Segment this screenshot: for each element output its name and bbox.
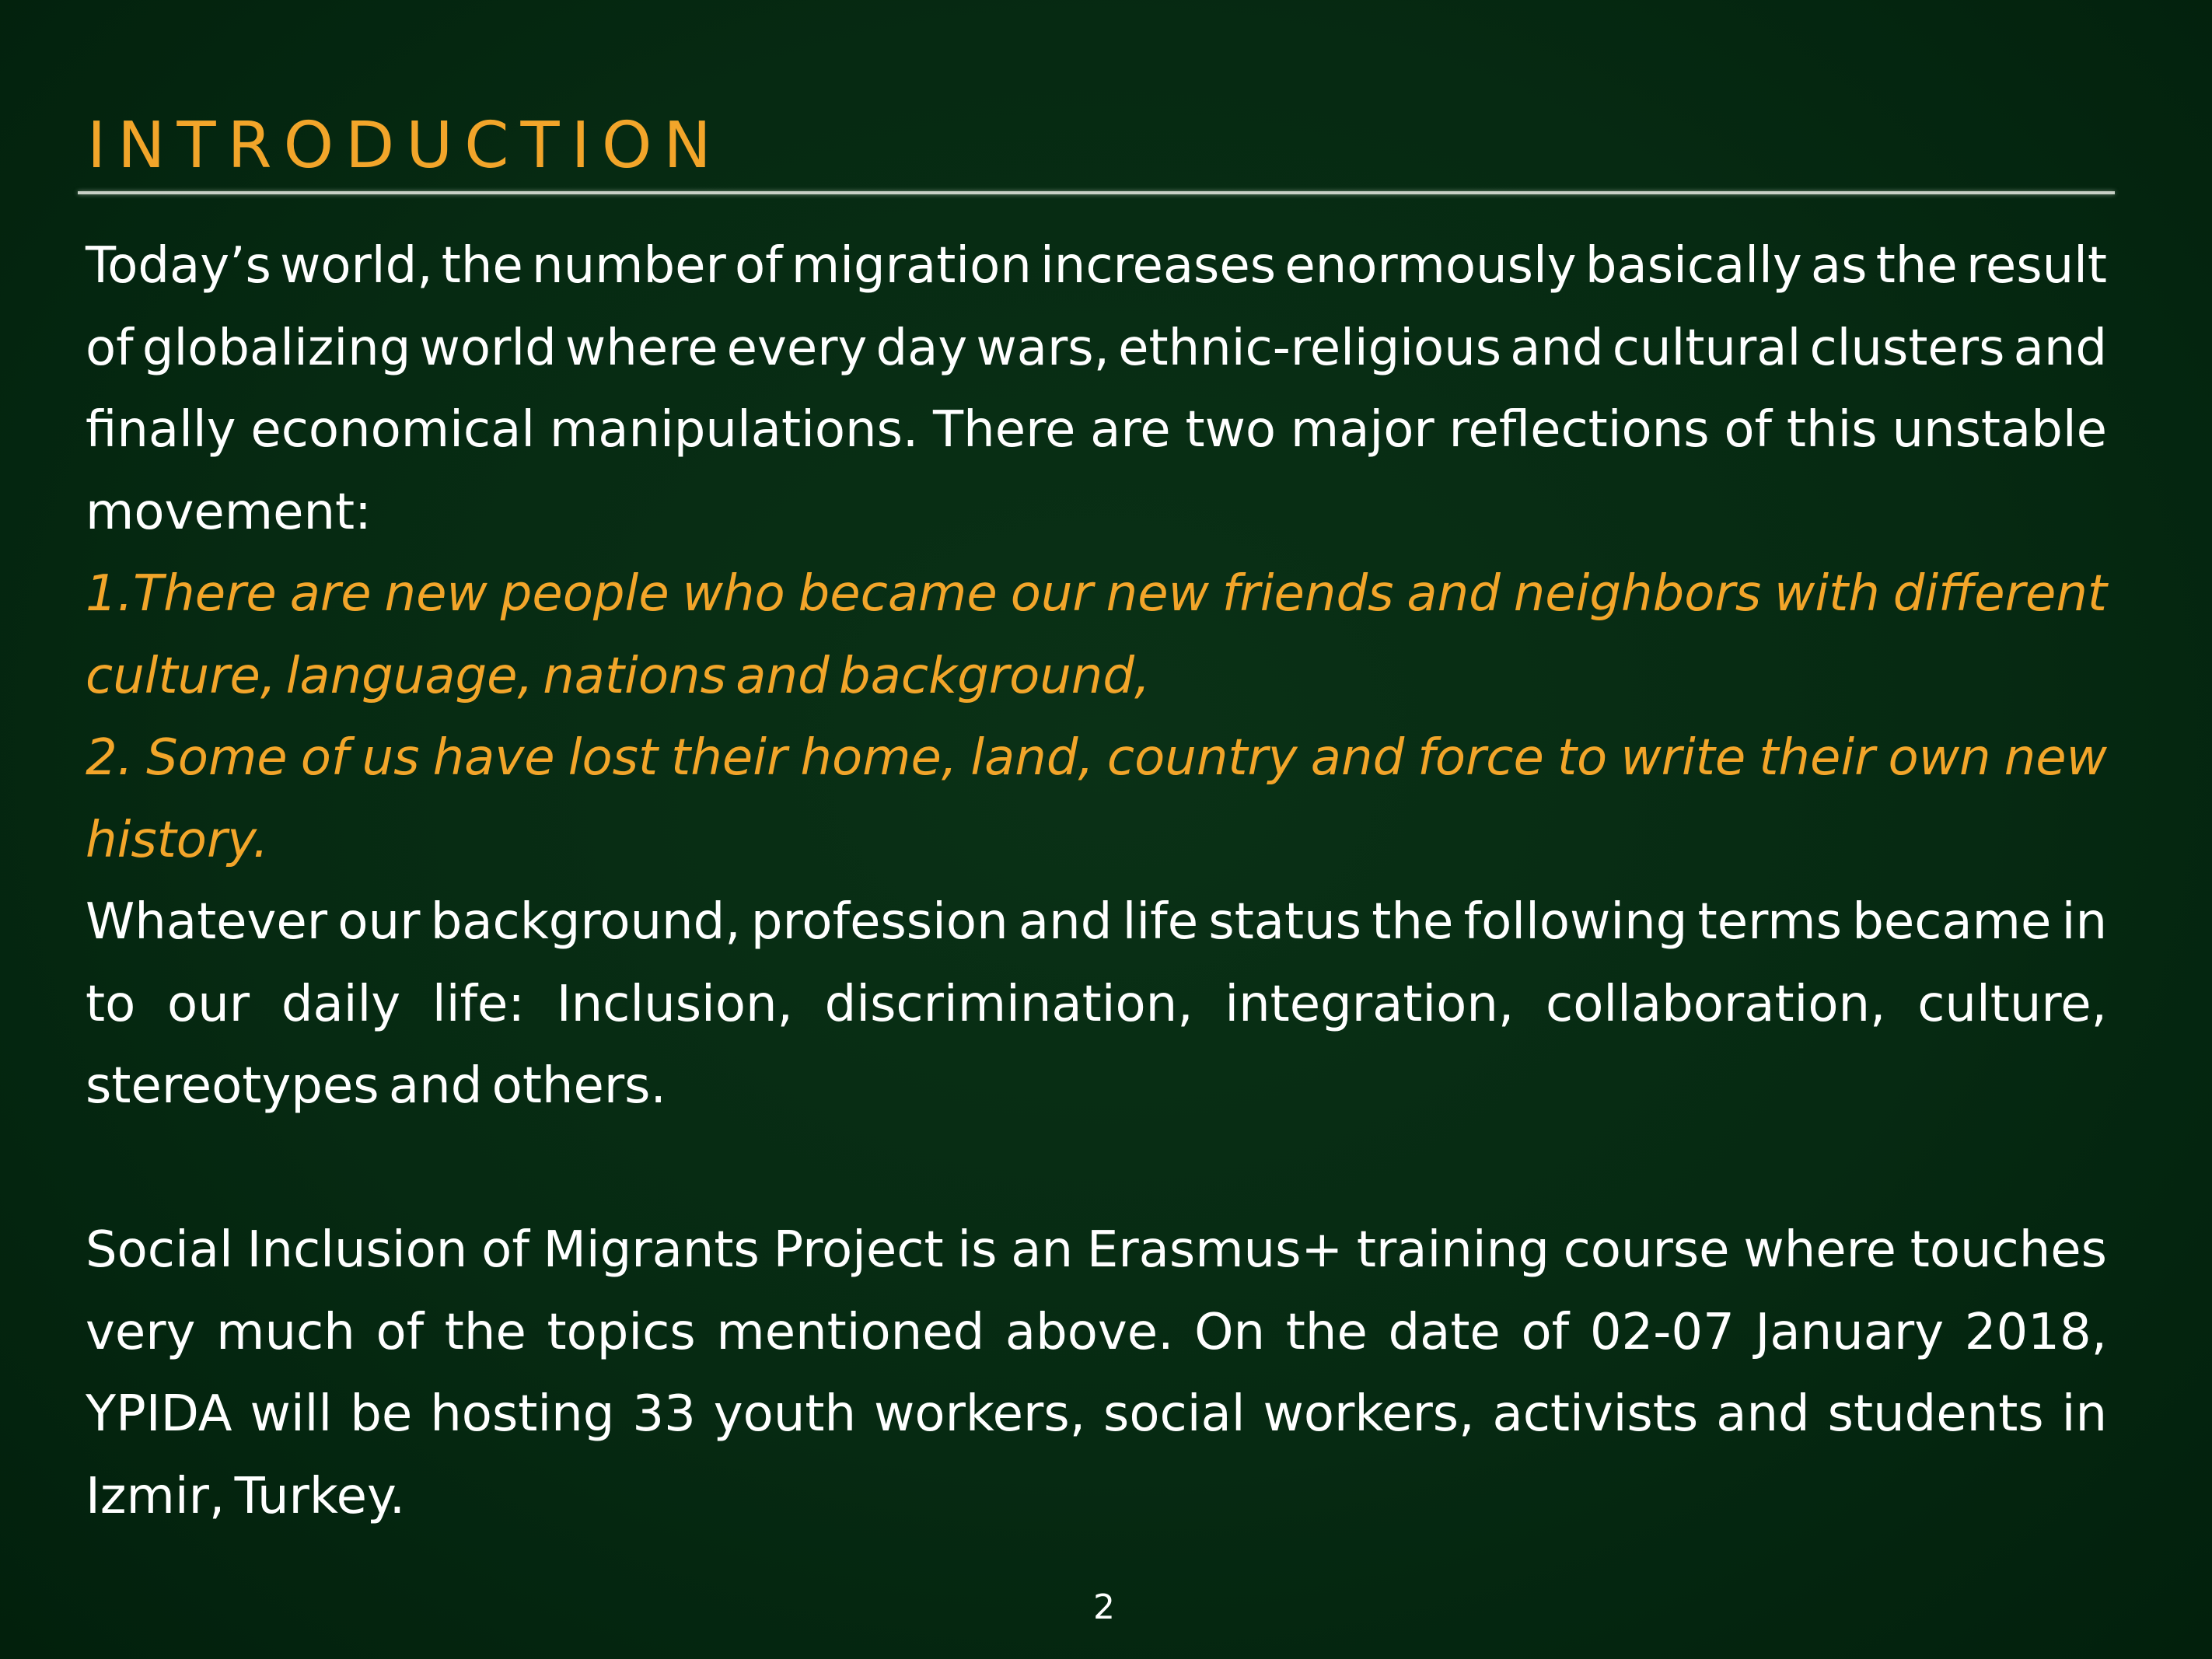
terms-paragraph: Whatever our background, profession and life status the following terms became in to our daily life: Inclusion, discrimination, integration, collaboration, culture, stereotypes and others. [86, 893, 2107, 1115]
intro-paragraph: Today’s world, the number of migration increases enormously basically as the result of globalizing world where every day wars, ethnic-religious and cultural clusters and finally economical manipulations. There are two major reflections of this unstable movement: [86, 237, 2107, 541]
project-paragraph: Social Inclusion of Migrants Project is an Erasmus+ training course where touches very much of the topics mentioned above. On the date of 02-07 January 2018, YPIDA will be hosting 33 youth workers, social workers, activists and students in Izmir, Turkey. [86, 1221, 2107, 1525]
page-number: 2 [1093, 1587, 1115, 1627]
slide-body [86, 225, 2107, 1538]
slide-title: INTRODUCTION [87, 109, 723, 183]
paragraph-spacer [86, 1128, 2107, 1210]
highlight-point-2: 2. Some of us have lost their home, land, country and force to write their own new history. [86, 729, 2107, 869]
highlight-point-1: 1.There are new people who became our new friends and neighbors with different culture, language, nations and background, [86, 565, 2107, 705]
title-underline [78, 191, 2115, 194]
